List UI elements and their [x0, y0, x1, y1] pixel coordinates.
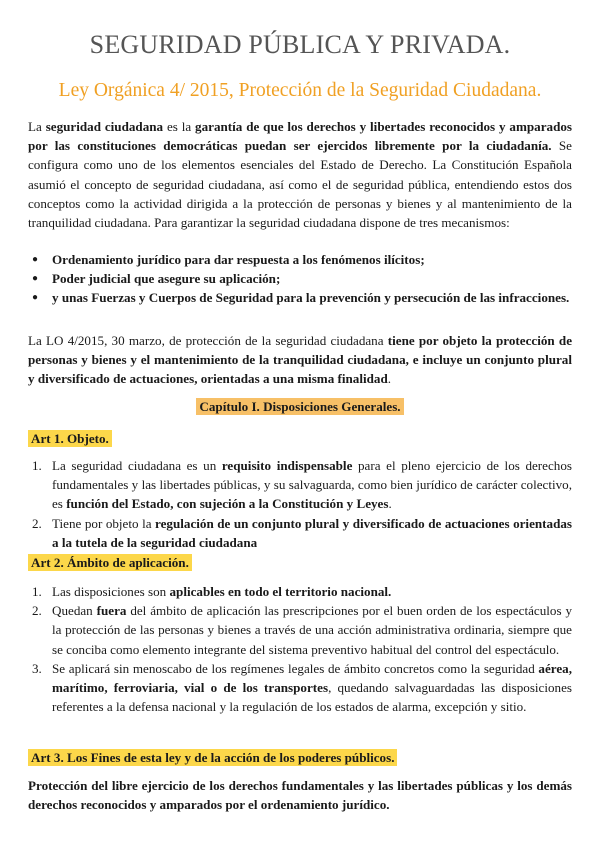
item-bold: regulación de un conjunto plural y diversificado de actuaciones orientadas a la tutela de la seguridad ciudadana	[52, 515, 572, 550]
art2-heading	[28, 553, 192, 572]
item-number: 1.	[32, 584, 42, 599]
lo-paragraph	[28, 331, 572, 389]
art3-heading-label: Art 3. Los Fines de esta ley y de la acción de los poderes públicos.	[28, 749, 397, 766]
item-bold: aérea, marítimo, ferroviaria, vial o de los transportes	[52, 660, 572, 696]
art2-heading-label: Art 2. Ámbito de aplicación.	[28, 554, 192, 571]
item-bold: aplicables en todo el territorio nacional.	[169, 584, 392, 599]
list-item	[28, 456, 572, 514]
art1-list	[28, 456, 572, 552]
list-item	[28, 659, 572, 717]
intro-bold-2: garantía de que los derechos y libertades reconocidos y amparados por las constituciones democráticas puedan ser ejercidos libremente por la ciudadanía.	[28, 119, 572, 154]
lo-text-2: .	[387, 371, 392, 387]
page-title: SEGURIDAD PÚBLICA Y PRIVADA.	[89, 30, 511, 59]
list-item	[28, 582, 572, 601]
item-bold: requisito indispensable	[221, 458, 353, 473]
intro-text-2: es la	[163, 119, 196, 134]
item-text: , quedando salvaguardadas las disposiciones referentes a la defensa nacional y la regulación de los estados de alarma, excepción y sitio.	[52, 680, 573, 715]
chapter-label: Capítulo I. Disposiciones Generales.	[196, 398, 403, 415]
list-item: ● y unas Fuerzas y Cuerpos de Seguridad para la prevención y persecución de las infracciones.	[28, 288, 572, 307]
item-text: Tiene por objeto la	[52, 515, 156, 531]
item-bold: fuera	[96, 603, 127, 619]
list-item	[28, 601, 572, 659]
item-text: Se aplicará sin menoscabo de los regímenes legales de ámbito concretos como la seguridad	[52, 660, 539, 676]
item-text: Las disposiciones son	[52, 584, 170, 599]
art1-heading	[28, 429, 112, 448]
list-item: ● Poder judicial que asegure su aplicación;	[28, 269, 572, 288]
intro-paragraph	[28, 117, 572, 232]
art3-paragraph: Protección del libre ejercicio de los derechos fundamentales y las libertades públicas y los demás derechos reconocidos y amparados por el ordenamiento jurídico.	[28, 778, 572, 813]
item-number: 1.	[32, 458, 42, 473]
item-text: La seguridad ciudadana es un	[52, 458, 222, 473]
item-text: .	[388, 496, 392, 512]
art1-heading-label: Art 1. Objeto.	[28, 430, 112, 447]
intro-text-1: La	[28, 119, 46, 134]
mechanisms-list	[28, 250, 572, 308]
page-subtitle: Ley Orgánica 4/ 2015, Protección de la Seguridad Ciudadana.	[58, 80, 542, 101]
list-item: ● Ordenamiento jurídico para dar respuesta a los fenómenos ilícitos;	[28, 250, 572, 269]
item-number: 2.	[32, 603, 42, 619]
item-bold: función del Estado, con sujeción a la Constitución y Leyes	[66, 496, 389, 512]
item-number: 3.	[32, 660, 42, 676]
art2-list	[28, 582, 572, 716]
art3-heading	[28, 748, 397, 767]
chapter-heading	[0, 397, 600, 416]
lo-text-1: La LO 4/2015, 30 marzo, de protección de la seguridad ciudadana	[28, 333, 388, 348]
list-item	[28, 514, 572, 552]
lo-bold-1: tiene por objeto la protección de personas y bienes y el mantenimiento de la tranquilidad ciudadana, e incluye un conjunto plural y diversificado de actuaciones, orientadas a una misma finalidad	[28, 333, 573, 387]
intro-bold-1: seguridad ciudadana	[45, 119, 164, 134]
intro-text-3: Se configura como uno de los elementos esenciales del Estado de Derecho. La Constitución Española asumió el concepto de seguridad ciudadana, así como el de seguridad pública, entendiendo estos dos conceptos como la actividad dirigida a la protección de personas y bienes y al mantenimiento de la tranquilidad ciudadana. Para garantizar la seguridad ciudadana dispone de tres mecanismos:	[28, 138, 572, 231]
item-text: Quedan	[52, 603, 97, 619]
item-text: del ámbito de aplicación las prescripciones por el buen orden de los espectáculos y la protección de las personas y bienes a través de una acción administrativa ordinaria, siempre que se conciba como elemento integrante del sistema preventivo habitual del control del espectáculo.	[52, 603, 572, 657]
item-number: 2.	[32, 515, 42, 531]
item-text: para el pleno ejercicio de los derechos fundamentales y las libertades públicas, y su salvaguarda, como bien jurídico de carácter colectivo, es	[52, 458, 572, 512]
